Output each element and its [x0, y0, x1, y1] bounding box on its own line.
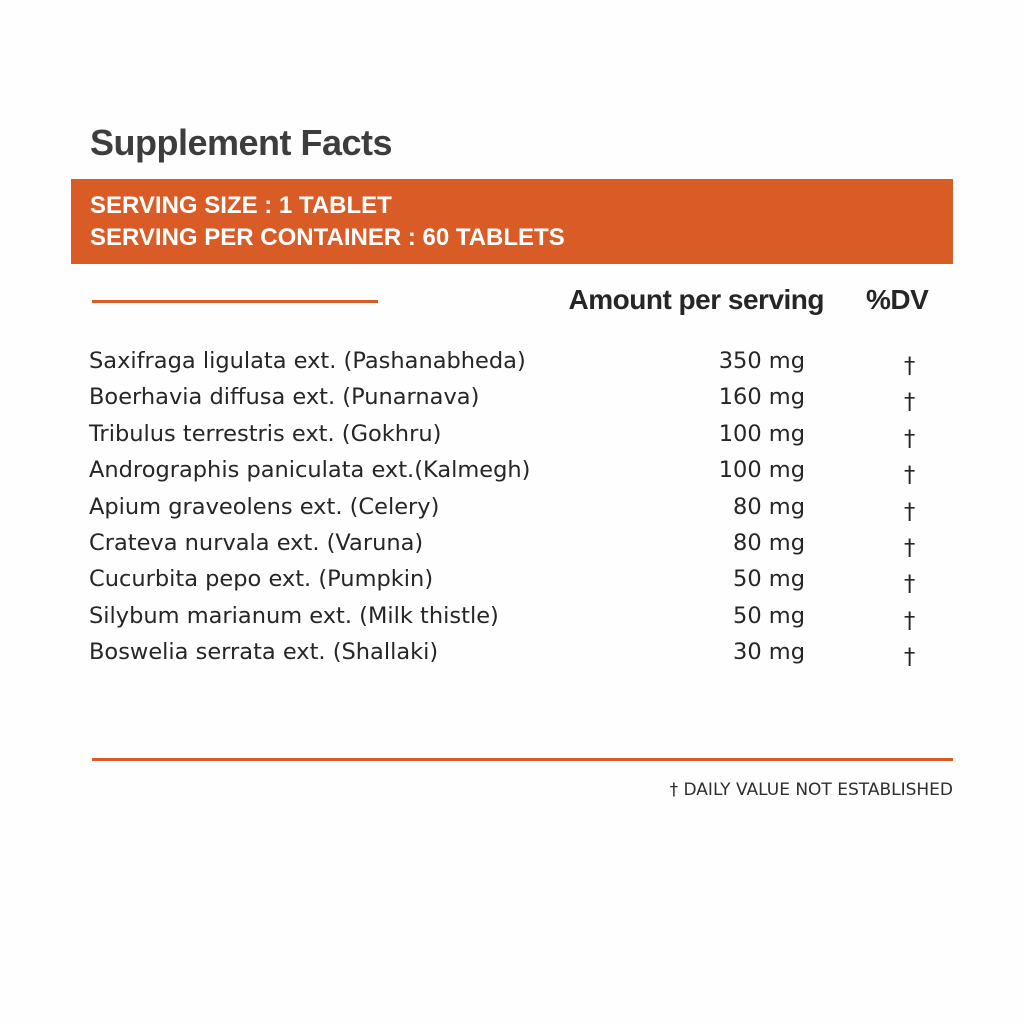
ingredient-dv: † — [904, 571, 916, 598]
serving-banner — [71, 179, 953, 264]
ingredient-name: Saxifraga ligulata ext. (Pashanabheda) — [89, 348, 526, 374]
ingredient-dv: † — [904, 425, 916, 452]
ingredient-name: Silybum marianum ext. (Milk thistle) — [89, 602, 499, 629]
ingredient-dv: † — [904, 498, 916, 525]
section-divider-short — [92, 300, 378, 303]
section-divider-long — [92, 758, 953, 761]
ingredient-list — [0, 346, 1024, 674]
ingredient-dv: † — [904, 389, 916, 416]
ingredient-amount: 30 mg — [733, 639, 805, 666]
page-title: Supplement Facts — [90, 122, 393, 163]
ingredient-name: Boerhavia diffusa ext. (Punarnava) — [89, 384, 480, 411]
ingredient-amount: 80 mg — [733, 493, 805, 520]
ingredient-amount: 80 mg — [733, 529, 805, 556]
ingredient-row — [0, 419, 1024, 455]
ingredient-name: Crateva nurvala ext. (Varuna) — [89, 529, 424, 556]
ingredient-row — [0, 528, 1024, 564]
ingredient-dv: † — [904, 462, 916, 489]
ingredient-dv: † — [904, 644, 916, 671]
amount-column-header: Amount per serving — [568, 284, 824, 315]
ingredient-dv: † — [904, 353, 916, 379]
ingredient-name: Boswelia serrata ext. (Shallaki) — [89, 639, 439, 666]
ingredient-row — [0, 346, 1024, 382]
ingredient-amount: 160 mg — [718, 384, 805, 411]
ingredient-row — [0, 455, 1024, 491]
ingredient-name: Andrographis paniculata ext.(Kalmegh) — [89, 457, 531, 484]
ingredient-amount: 50 mg — [733, 602, 805, 629]
ingredient-row — [0, 382, 1024, 418]
ingredient-dv: † — [904, 534, 916, 561]
ingredient-row — [0, 637, 1024, 673]
ingredient-amount: 100 mg — [718, 457, 805, 484]
servings-per-container: SERVING PER CONTAINER : 60 TABLETS — [90, 224, 565, 251]
serving-size: SERVING SIZE : 1 TABLET — [90, 192, 392, 219]
ingredient-amount: 100 mg — [718, 420, 805, 447]
ingredient-name: Apium graveolens ext. (Celery) — [89, 493, 440, 520]
ingredient-row — [0, 601, 1024, 637]
ingredient-amount: 350 mg — [718, 348, 805, 374]
ingredient-row — [0, 564, 1024, 600]
ingredient-name: Tribulus terrestris ext. (Gokhru) — [89, 420, 442, 447]
ingredient-row — [0, 492, 1024, 528]
daily-value-footnote: † DAILY VALUE NOT ESTABLISHED — [669, 780, 953, 800]
dv-column-header: %DV — [866, 284, 929, 315]
ingredient-dv: † — [904, 607, 916, 634]
ingredient-name: Cucurbita pepo ext. (Pumpkin) — [89, 566, 434, 593]
ingredient-amount: 50 mg — [733, 566, 805, 593]
